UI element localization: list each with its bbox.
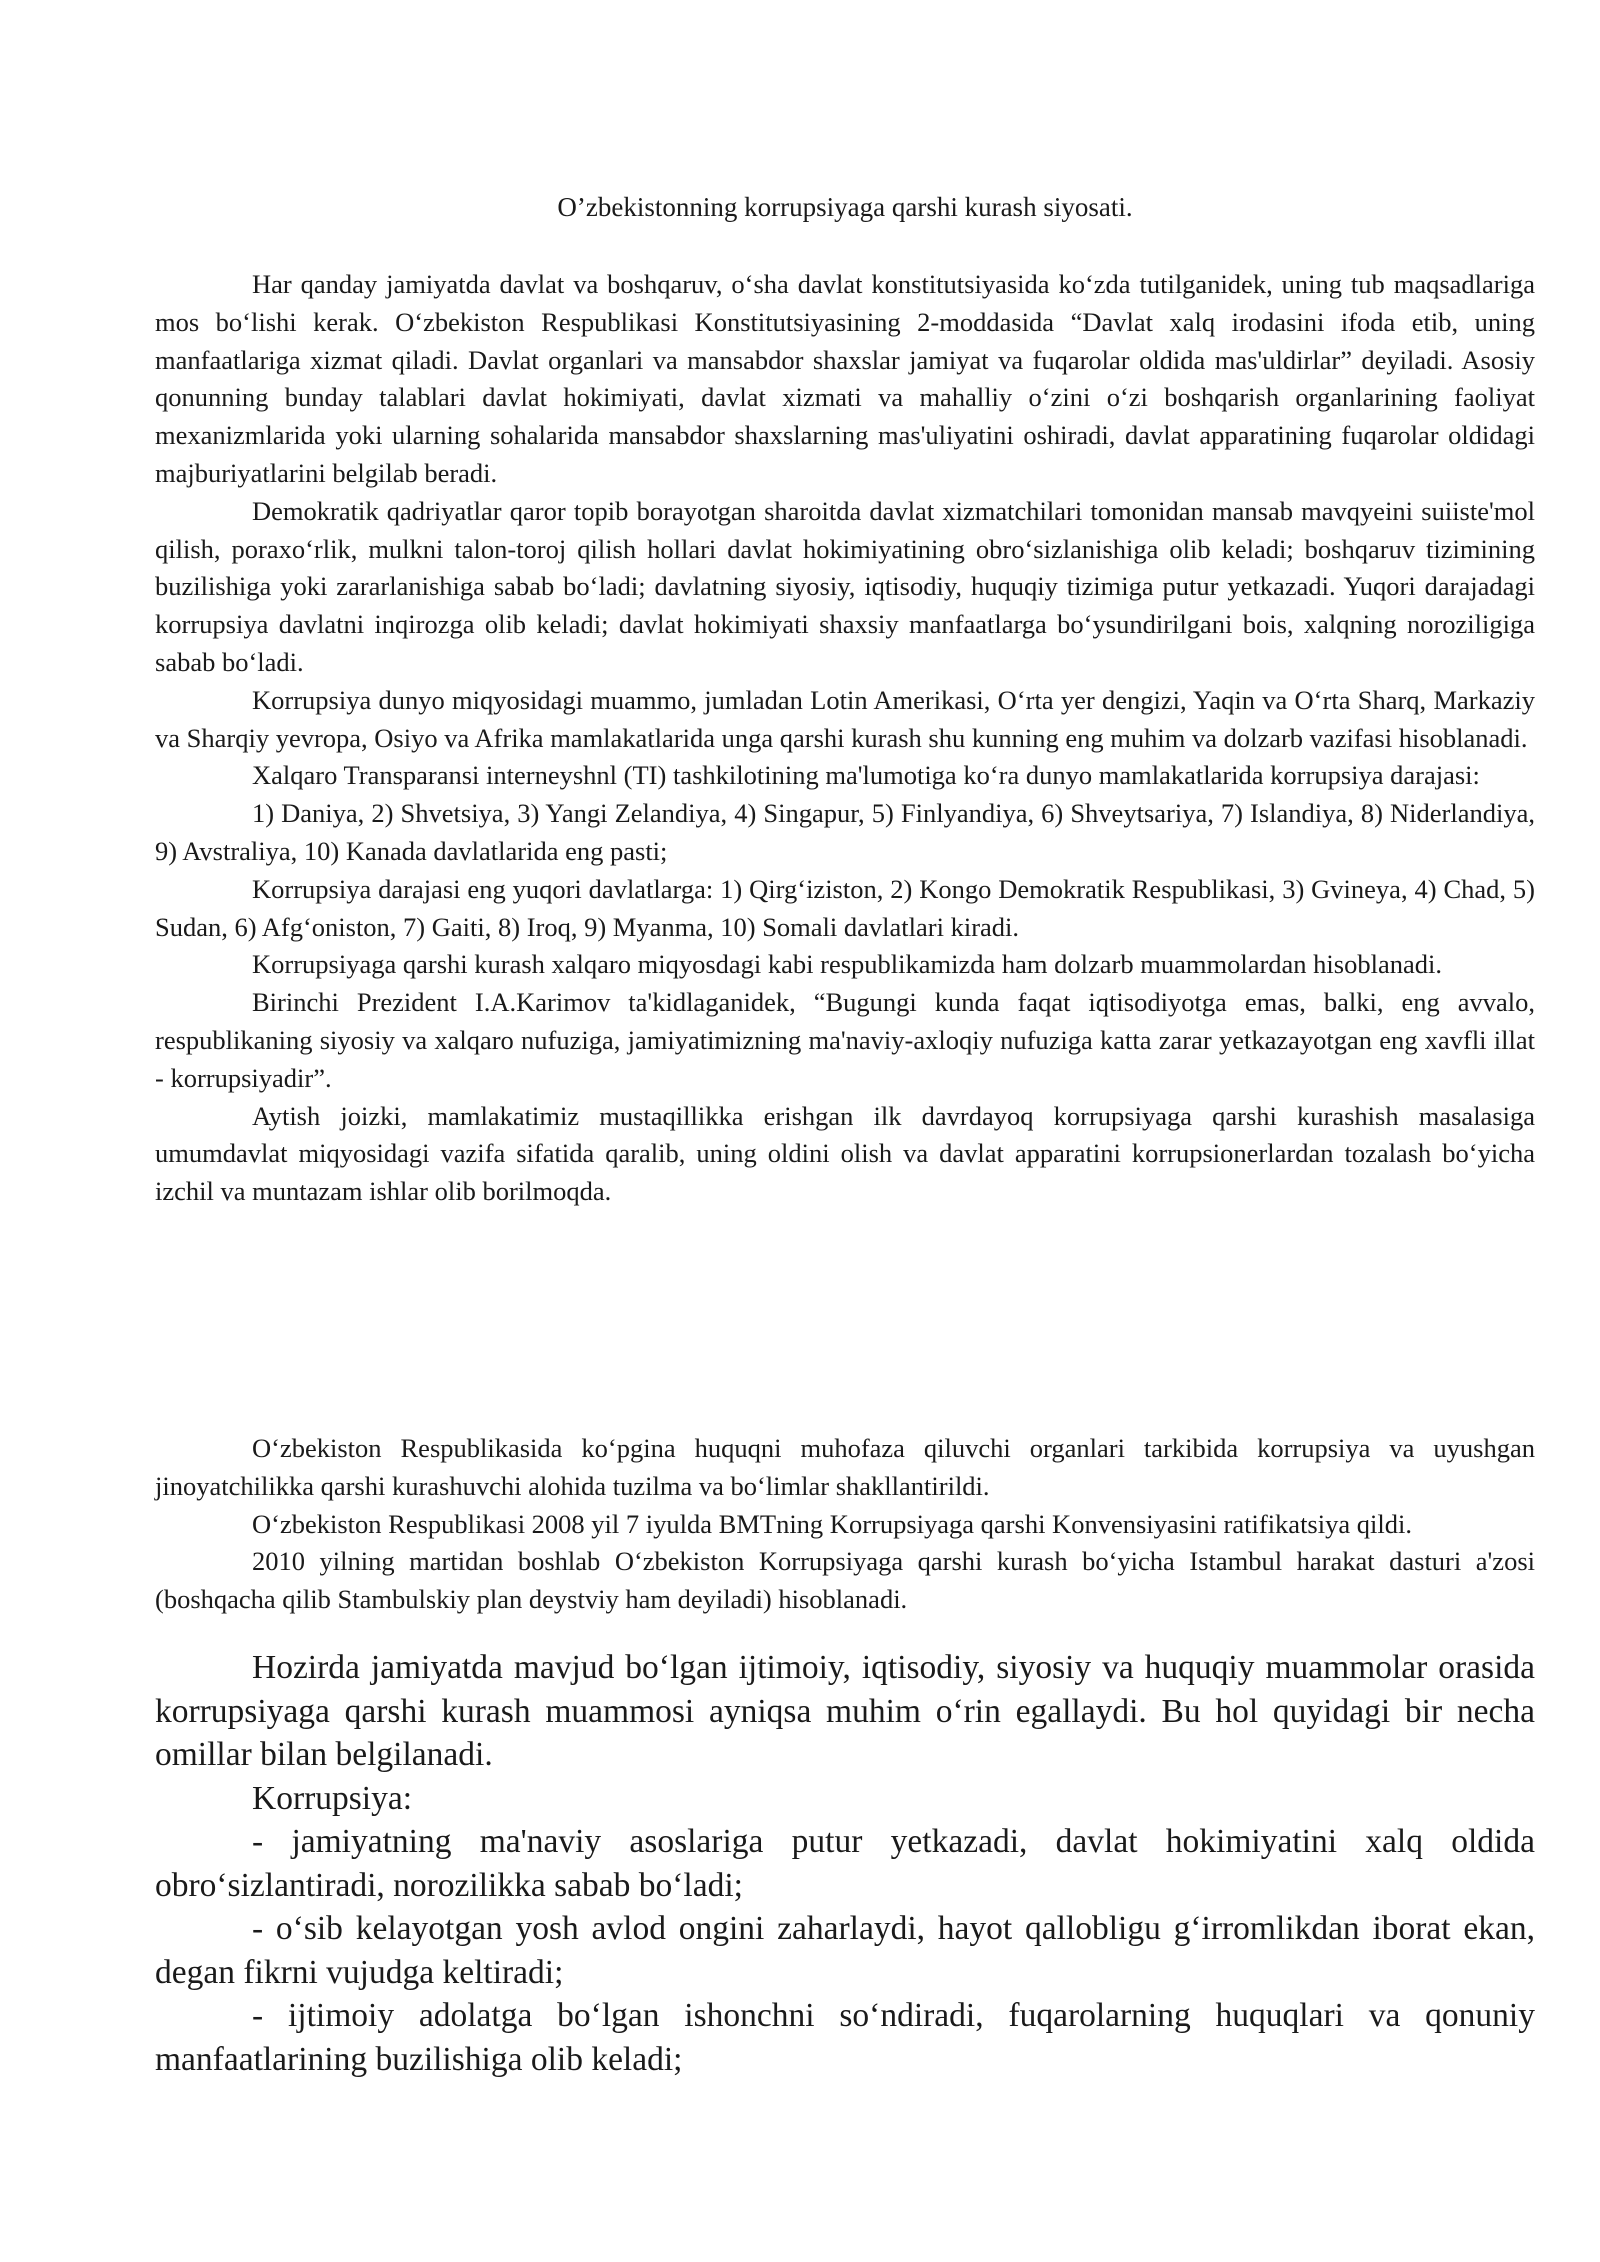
paragraph: Korrupsiya dunyo miqyosidagi muammo, jumladan Lotin Amerikasi, O‘rta yer dengizi, Yaqin va O‘rta Sharq, Markaziy va Sharqiy yevropa, Osiyo va Afrika mamlakatlarida unga qarshi kurash shu kunning eng muhim va dolzarb vazifasi hisoblanadi. xyxy=(155,684,1535,753)
paragraph: Aytish joizki, mamlakatimiz mustaqillikka erishgan ilk davrdayoq korrupsiyaga qarshi kurashish masalasiga umumdavlat miqyosidagi vazifa sifatida qaralib, uning oldini olish va davlat apparatini korrupsionerlardan tozalash bo‘yicha izchil va muntazam ishlar olib borilmoqda. xyxy=(155,1100,1535,1207)
document-title: O’zbekistonning korrupsiyaga qarshi kurash siyosati. xyxy=(557,192,1133,222)
paragraph: Korrupsiyaga qarshi kurash xalqaro miqyosdagi kabi respublikamizda ham dolzarb muammolardan hisoblanadi. xyxy=(252,949,1442,980)
paragraph: O‘zbekiston Respublikasida ko‘pgina huquqni muhofaza qiluvchi organlari tarkibida korrupsiya va uyushgan jinoyatchilikka qarshi kurashuvchi alohida tuzilma va bo‘limlar shakllantirildi. xyxy=(155,1433,1535,1501)
section-intro xyxy=(155,266,1535,1211)
list-heading: Korrupsiya: xyxy=(252,1779,413,1817)
paragraph: O‘zbekiston Respublikasi 2008 yil 7 iyulda BMTning Korrupsiyaga qarshi Konvensiyasini ratifikatsiya qildi. xyxy=(252,1508,1412,1539)
paragraph: 1) Daniya, 2) Shvetsiya, 3) Yangi Zelandiya, 4) Singapur, 5) Finlyandiya, 6) Shveytsariya, 7) Islandiya, 8) Niderlandiya, 9) Avstraliya, 10) Kanada davlatlarida eng pasti; xyxy=(155,798,1535,866)
paragraph: Hozirda jamiyatda mavjud bo‘lgan ijtimoiy, iqtisodiy, siyosiy va huquqiy muammolar orasida korrupsiyaga qarshi kurash muammosi ayniqsa muhim o‘rin egallaydi. Bu hol quyidagi bir necha omillar bilan belgilanadi. xyxy=(155,1649,1535,1773)
list-item: - ijtimoiy adolatga bo‘lgan ishonchni so‘ndiradi, fuqarolarning huquqlari va qonuniy manfaatlarining buzilishiga olib keladi; xyxy=(155,1997,1535,2078)
section-consequences xyxy=(155,1646,1535,2081)
paragraph: Xalqaro Transparansi interneyshnl (TI) tashkilotining ma'lumotiga ko‘ra dunyo mamlakatlarida korrupsiya darajasi: xyxy=(252,760,1480,791)
list-item: - o‘sib kelayotgan yosh avlod ongini zaharlaydi, hayot qallobligu g‘irromlikdan iborat ekan, degan fikrni vujudga keltiradi; xyxy=(155,1910,1535,1991)
paragraph: Demokratik qadriyatlar qaror topib borayotgan sharoitda davlat xizmatchilari tomonidan mansab mavqyeini suiiste'mol qilish, poraxo‘rlik, mulkni talon-toroj qilish hollari davlat hokimiyatining obro‘sizlanishiga olib keladi; boshqaruv tizimining buzilishiga yoki zararlanishiga sabab bo‘ladi; davlatning siyosiy, iqtisodiy, huquqiy tizimiga putur yetkazadi. Yuqori darajadagi korrupsiya davlatni inqirozga olib keladi; davlat hokimiyati shaxsiy manfaatlarga bo‘ysundirilgani bois, xalqning noroziligiga sabab bo‘ladi. xyxy=(155,495,1535,677)
paragraph: Korrupsiya darajasi eng yuqori davlatlarga: 1) Qirg‘iziston, 2) Kongo Demokratik Respublikasi, 3) Gvineya, 4) Chad, 5) Sudan, 6) Afg‘oniston, 7) Gaiti, 8) Iroq, 9) Myanma, 10) Somali davlatlari kiradi. xyxy=(155,873,1535,942)
section-institutions xyxy=(155,1430,1535,1619)
paragraph: Har qanday jamiyatda davlat va boshqaruv, o‘sha davlat konstitutsiyasida ko‘zda tutilganidek, uning tub maqsadlariga mos bo‘lishi kerak. O‘zbekiston Respublikasi Konstitutsiyasining 2-moddasida “Davlat xalq irodasini ifoda etib, uning manfaatlariga xizmat qiladi. Davlat organlari va mansabdor shaxslar jamiyat va fuqarolar oldida mas'uldirlar” deyiladi. Asosiy qonunning bunday talablari davlat hokimiyati, davlat xizmati va mahalliy o‘zini o‘zi boshqarish organlarining faoliyat mexanizmlarida yoki ularning sohalarida mansabdor shaxslarning mas'uliyatini oshiradi, davlat apparatining fuqarolar oldidagi majburiyatlarini belgilab beradi. xyxy=(155,269,1535,488)
paragraph: Birinchi Prezident I.A.Karimov ta'kidlaganidek, “Bugungi kunda faqat iqtisodiyotga emas, balki, eng avvalo, respublikaning siyosiy va xalqaro nufuziga, jamiyatimizning ma'naviy-axloqiy nufuziga katta zarar yetkazayotgan eng xavfli illat - korrupsiyadir”. xyxy=(155,987,1535,1093)
paragraph: 2010 yilning martidan boshlab O‘zbekiston Korrupsiyaga qarshi kurash bo‘yicha Istambul harakat dasturi a'zosi (boshqacha qilib Stambulskiy plan deystviy ham deyiladi) hisoblanadi. xyxy=(155,1546,1535,1615)
list-item: - jamiyatning ma'naviy asoslariga putur yetkazadi, davlat hokimiyatini xalq oldida obro‘sizlantiradi, norozilikka sabab bo‘ladi; xyxy=(155,1823,1535,1904)
